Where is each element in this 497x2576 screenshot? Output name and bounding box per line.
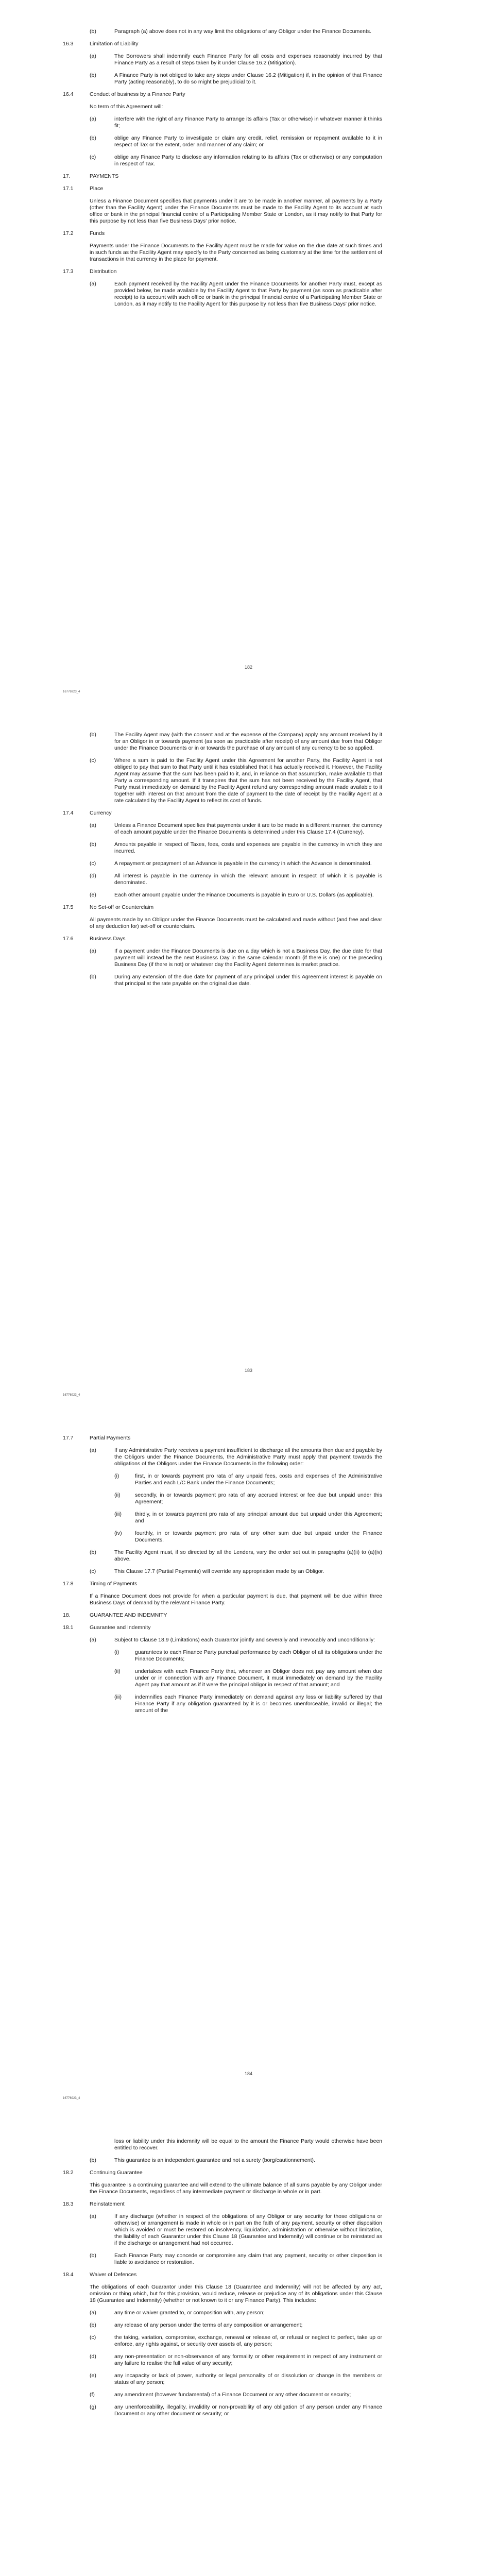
list-item-row (90, 892, 382, 899)
item-text: Each other amount payable under the Finance Documents is payable in Euro or U.S. Dollars (as applicable). (114, 892, 374, 898)
item-label: (b) (90, 2322, 96, 2328)
heading-row (63, 810, 382, 817)
item-label: (b) (90, 72, 96, 78)
item-label: (iv) (114, 1530, 122, 1536)
item-label: (d) (90, 2353, 96, 2360)
list-item (63, 2404, 382, 2417)
list-item-row (114, 1530, 382, 1544)
page-content (63, 1435, 382, 1714)
heading-row (63, 185, 382, 192)
list-item-row (114, 1649, 382, 1663)
item-text: All interest is payable in the currency in which the relevant amount in respect of which it is payable is denominated. (114, 873, 382, 886)
clause-title: Currency (90, 810, 112, 816)
item-text: fourthly, in or towards payment pro rata of any other sum due but unpaid under the Finance Documents. (135, 1530, 382, 1543)
item-label: (c) (90, 154, 96, 160)
clause-block (63, 243, 382, 263)
list-item (63, 732, 382, 752)
list-item (63, 2372, 382, 2386)
clause-heading (63, 1435, 382, 1442)
list-item-row (90, 2252, 382, 2266)
paragraph: Unless a Finance Document specifies that payments under it are to be made in another manner, all payments by a Party (other than the Facility Agent) under the Finance Documents must be made to the Facility Agent to its account at such office or bank in the principal financial centre of a Participating Member State or London, as it may notify to that Party for this purpose by not less than five Business Days' prior notice. (90, 198, 382, 224)
paragraph: Payments under the Finance Documents to the Facility Agent must be made for value on the due date at such times and in such funds as the Facility Agent may specify to the Party concerned as being customary at the time for the settlement of transactions in that currency in the place for payment. (90, 243, 382, 262)
item-text: oblige any Finance Party to disclose any information relating to its affairs (Tax or otherwise) or any computation in respect of Tax. (114, 154, 382, 167)
item-text: A repayment or prepayment of an Advance is payable in the currency in which the Advance is denominated. (114, 860, 372, 867)
item-label: (b) (90, 2252, 96, 2259)
item-text: This guarantee is an independent guarantee and not a surety (borg/cautionnement). (114, 2157, 315, 2163)
heading-row (63, 1624, 382, 1631)
list-item (63, 841, 382, 855)
clause-heading (63, 904, 382, 911)
clause-heading (63, 185, 382, 192)
list-item-row (90, 873, 382, 886)
item-label: (a) (90, 2310, 96, 2316)
item-text: Each payment received by the Facility Agent under the Finance Documents for another Party must, except as provided below, be made available by the Facility Agent to that Party by payment (as soon as practicable after receipt) to its account with such office or bank in the principal financial centre of a Participating Member State or London, as it may notify to the Facility Agent for this purpose by not less than five Business Days' prior notice. (114, 281, 382, 307)
item-text: Where a sum is paid to the Facility Agent under this Agreement for another Party, the Facility Agent is not obliged to pay that sum to that Party until it has established that it has actually received it. However, the Facility Agent may assume that the sum has been paid to it, and, in reliance on that assumption, make available to that Party a corresponding amount. If it transpires that the sum has not been received by the Facility Agent, that Party must immediately on demand by the Facility Agent refund any corresponding amount made available to it together with interest on that amount from the date of payment to the date of receipt by the Facility Agent at a rate calculated by the Facility Agent to reflect its cost of funds. (114, 757, 382, 804)
heading-row (63, 936, 382, 942)
list-item (63, 2213, 382, 2247)
list-item (63, 1568, 382, 1575)
list-item (63, 135, 382, 148)
clause-title: Conduct of business by a Finance Party (90, 91, 185, 97)
item-text: During any extension of the due date for payment of any principal under this Agreement interest is payable on that principal at the rate payable on the original due date. (114, 974, 382, 987)
clause-title: Partial Payments (90, 1435, 131, 1441)
clause-title: Business Days (90, 936, 126, 942)
list-item-row (90, 974, 382, 987)
item-text: oblige any Finance Party to investigate or claim any credit, relief, remission or repayment available to it in respect of Tax or the extent, order and manner of any claim; or (114, 135, 382, 148)
list-item (63, 2322, 382, 2329)
list-item (63, 873, 382, 886)
clause-title: Continuing Guarantee (90, 2170, 143, 2176)
list-item (63, 2392, 382, 2398)
item-text: The Facility Agent may (with the consent and at the expense of the Company) apply any amount received by it for an Obligor in or towards payment (as soon as practicable after receipt) of any amount due from that Obligor under the Finance Documents or in or towards the purchase of any amount of any currency to be so applied. (114, 732, 382, 751)
heading-row (63, 268, 382, 275)
item-text: interfere with the right of any Finance Party to arrange its affairs (Tax or otherwise) in whatever manner it thinks fit; (114, 116, 382, 129)
item-label: (c) (90, 1568, 96, 1574)
clause-title: PAYMENTS (90, 173, 119, 179)
clause-heading (63, 1581, 382, 1587)
item-label: (a) (90, 116, 96, 122)
item-text: Paragraph (a) above does not in any way limit the obligations of any Obligor under the Finance Documents. (114, 28, 372, 35)
paragraph: loss or liability under this indemnity will be equal to the amount the Finance Party would otherwise have been entitled to recover. (114, 2138, 382, 2151)
list-item-row (90, 1637, 382, 1643)
list-item (63, 2252, 382, 2266)
list-item (63, 1492, 382, 1505)
clause-number: 17.3 (63, 268, 74, 275)
clause-title: GUARANTEE AND INDEMNITY (90, 1612, 167, 1618)
list-item-row (90, 822, 382, 836)
list-item (63, 1530, 382, 1544)
list-item-row (90, 841, 382, 855)
list-item (63, 1511, 382, 1524)
clause-number: 18.1 (63, 1624, 74, 1631)
list-item-row (114, 1694, 382, 1714)
list-item-row (90, 2353, 382, 2367)
page (0, 0, 497, 703)
item-label: (a) (90, 948, 96, 954)
list-item-row (90, 2213, 382, 2247)
page-number: 182 (244, 665, 253, 670)
paragraph: This guarantee is a continuing guarantee and will extend to the ultimate balance of all sums payable by any Obligor under the Finance Documents, regardless of any intermediate payment or discharge in whole or in part. (90, 2182, 382, 2195)
list-item (63, 892, 382, 899)
clause-number: 16.3 (63, 41, 74, 47)
item-label: (d) (90, 873, 96, 879)
list-item-row (90, 2372, 382, 2386)
heading-row (63, 2170, 382, 2176)
item-text: any non-presentation or non-observance of any formality or other requirement in respect of any instrument or any failure to realise the full value of any security; (114, 2353, 382, 2366)
clause-block (63, 1593, 382, 1606)
heading-row (63, 173, 382, 180)
clause-heading (63, 268, 382, 275)
list-item (63, 1668, 382, 1688)
item-text: If a payment under the Finance Documents is due on a day which is not a Business Day, the due date for that payment will instead be the next Business Day in the same calendar month (if there is one) or the preceding Business Day (if there is not) or whatever day the Facility Agent determines is market practice. (114, 948, 382, 968)
list-item-row (114, 1668, 382, 1688)
list-item (63, 2353, 382, 2367)
clause-number: 17.4 (63, 810, 74, 816)
item-label: (ii) (114, 1668, 121, 1674)
clause-number: 18.3 (63, 2201, 74, 2207)
item-label: (b) (90, 974, 96, 980)
item-text: undertakes with each Finance Party that, whenever an Obligor does not pay any amount when due under or in connection with any Finance Document, it must immediately on demand by the Facility Agent pay that amount as if it were the principal obligor in respect of that amount; and (135, 1668, 382, 1688)
clause-heading (63, 41, 382, 47)
list-item-row (90, 757, 382, 804)
clause-number: 16.4 (63, 91, 74, 97)
item-label: (iii) (114, 1511, 122, 1517)
list-item-row (90, 53, 382, 66)
item-label: (a) (90, 53, 96, 59)
heading-row (63, 91, 382, 98)
item-text: any amendment (however fundamental) of a Finance Document or any other document or security; (114, 2392, 351, 2398)
list-item-row (90, 2404, 382, 2417)
item-label: (i) (114, 1473, 119, 1479)
clause-block (63, 2284, 382, 2304)
clause-title: Guarantee and Indemnity (90, 1624, 151, 1631)
list-item (63, 72, 382, 86)
clause-title: Reinstatement (90, 2201, 125, 2207)
paragraph: All payments made by an Obligor under the Finance Documents must be calculated and made without (and free and clear of any deduction for) set-off or counterclaim. (90, 917, 382, 929)
paragraph: If a Finance Document does not provide for when a particular payment is due, that payment will be due within three Business Days of demand by the relevant Finance Party. (90, 1593, 382, 1606)
item-label: (a) (90, 281, 96, 287)
item-text: A Finance Party is not obliged to take any steps under Clause 16.2 (Mitigation) if, in the opinion of that Finance Party (acting reasonably), to do so might be prejudicial to it. (114, 72, 382, 85)
item-text: any unenforceability, illegality, invalidity or non-provability of any obligation of any person under any Finance Document or any other document or security; or (114, 2404, 382, 2417)
list-item-row (90, 2157, 382, 2164)
clause-number: 18. (63, 1612, 71, 1618)
page-content (63, 2138, 382, 2417)
list-item (63, 116, 382, 129)
item-label: (b) (90, 135, 96, 141)
item-label: (a) (90, 822, 96, 828)
heading-row (63, 1612, 382, 1619)
item-label: (g) (90, 2404, 96, 2410)
list-item (63, 2334, 382, 2348)
item-text: This Clause 17.7 (Partial Payments) will override any appropriation made by an Obligor. (114, 1568, 324, 1574)
heading-row (63, 1435, 382, 1442)
clause-heading (63, 936, 382, 942)
clause-block (63, 2182, 382, 2195)
list-item (63, 28, 382, 35)
list-item-row (90, 2392, 382, 2398)
clause-number: 17.2 (63, 230, 74, 236)
clause-title: Distribution (90, 268, 117, 275)
clause-title: No Set-off or Counterclaim (90, 904, 154, 910)
list-item-row (114, 1511, 382, 1524)
list-item (63, 2157, 382, 2164)
heading-row (63, 904, 382, 911)
list-item (63, 1637, 382, 1643)
list-item-row (114, 1492, 382, 1505)
page (0, 703, 497, 1406)
clause-number: 17. (63, 173, 71, 179)
list-item (63, 1649, 382, 1663)
item-text: guarantees to each Finance Party punctual performance by each Obligor of all its obligations under the Finance Documents; (135, 1649, 382, 1662)
clause-number: 17.7 (63, 1435, 74, 1441)
clause-number: 17.6 (63, 936, 74, 942)
heading-row (63, 1581, 382, 1587)
footer-reference: 16776923_4 (63, 2097, 80, 2100)
item-label: (b) (90, 1549, 96, 1555)
footer-reference: 16776923_4 (63, 690, 80, 693)
item-text: any release of any person under the terms of any composition or arrangement; (114, 2322, 303, 2328)
item-text: any time or waiver granted to, or composition with, any person; (114, 2310, 265, 2316)
list-item-row (90, 948, 382, 968)
item-label: (b) (90, 2157, 96, 2163)
clause-title: Waiver of Defences (90, 2272, 137, 2278)
item-text: first, in or towards payment pro rata of any unpaid fees, costs and expenses of the Administrative Parties and each L/C Bank under the Finance Documents; (135, 1473, 382, 1486)
item-text: Unless a Finance Document specifies that payments under it are to be made in a different manner, the currency of each amount payable under the Finance Documents is determined under this Clause 17.4 (Currency). (114, 822, 382, 835)
list-item-row (90, 860, 382, 867)
list-item-row (90, 154, 382, 167)
list-item-row (90, 2322, 382, 2329)
item-label: (ii) (114, 1492, 121, 1498)
clause-heading (63, 2201, 382, 2208)
list-item (63, 53, 382, 66)
list-item-row (90, 732, 382, 752)
clause-heading (63, 91, 382, 98)
item-label: (e) (90, 892, 96, 898)
clause-block (63, 2138, 382, 2151)
heading-row (63, 230, 382, 237)
clause-heading (63, 230, 382, 237)
clause-heading (63, 2170, 382, 2176)
page-content (63, 28, 382, 308)
clause-number: 17.1 (63, 185, 74, 192)
item-text: Amounts payable in respect of Taxes, fees, costs and expenses are payable in the currency in which they are incurred. (114, 841, 382, 854)
item-text: The Borrowers shall indemnify each Finance Party for all costs and expenses reasonably incurred by that Finance Party as a result of steps taken by it under Clause 16.2 (Mitigation). (114, 53, 382, 66)
list-item (63, 974, 382, 987)
item-text: thirdly, in or towards payment pro rata of any principal amount due but unpaid under this Agreement; and (135, 1511, 382, 1524)
list-item (63, 757, 382, 804)
item-text: secondly, in or towards payment pro rata of any accrued interest or fee due but unpaid under this Agreement; (135, 1492, 382, 1505)
item-text: If any Administrative Party receives a payment insufficient to discharge all the amounts then due and payable by the Obligors under the Finance Documents, the Administrative Party must apply that payment towards the obligations of the Obligors under the Finance Documents in the following order: (114, 1447, 382, 1467)
page-content (63, 732, 382, 987)
item-label: (b) (90, 28, 96, 35)
item-text: Each Finance Party may concede or compromise any claim that any payment, security or other disposition is liable to avoidance or restoration. (114, 2252, 382, 2265)
clause-heading (63, 1624, 382, 1631)
list-item (63, 860, 382, 867)
clause-title: Place (90, 185, 104, 192)
list-item-row (90, 1568, 382, 1575)
clause-title: Funds (90, 230, 105, 236)
item-text: any incapacity or lack of power, authority or legal personality of or dissolution or change in the members or status of any person; (114, 2372, 382, 2385)
item-label: (a) (90, 1637, 96, 1643)
list-item (63, 1473, 382, 1486)
clause-number: 17.5 (63, 904, 74, 910)
paragraph: The obligations of each Guarantor under this Clause 18 (Guarantee and Indemnity) will not be affected by any act, omission or thing which, but for this provision, would reduce, release or prejudice any of its obligations under this Clause 18 (Guarantee and Indemnity) (whether or not known to it or any Finance Party). This includes: (90, 2284, 382, 2303)
heading-row (63, 41, 382, 47)
list-item-row (90, 1447, 382, 1467)
item-label: (c) (90, 860, 96, 867)
item-text: If any discharge (whether in respect of the obligations of any Obligor or any security for those obligations or otherwise) or arrangement is made in whole or in part on the faith of any payment, security or other disposition which is avoided or must be restored on insolvency, liquidation, administration or otherwise without limitation, the liability of each Guarantor under this Clause 18 (Guarantee and Indemnity) will continue or be reinstated as if the discharge or arrangement had not occurred. (114, 2213, 382, 2246)
clause-number: 18.2 (63, 2170, 74, 2176)
paragraph: No term of this Agreement will: (90, 104, 163, 110)
list-item-row (90, 116, 382, 129)
clause-heading (63, 2272, 382, 2278)
list-item (63, 281, 382, 308)
item-label: (a) (90, 1447, 96, 1453)
page-number: 183 (244, 1368, 253, 1373)
list-item-row (90, 72, 382, 86)
heading-row (63, 2201, 382, 2208)
list-item-row (90, 2310, 382, 2316)
list-item (63, 1549, 382, 1563)
item-text: The Facility Agent must, if so directed by all the Lenders, vary the order set out in paragraphs (a)(ii) to (a)(iv) above. (114, 1549, 382, 1562)
clause-number: 17.8 (63, 1581, 74, 1587)
item-label: (e) (90, 2372, 96, 2379)
list-item (63, 822, 382, 836)
item-label: (c) (90, 757, 96, 764)
list-item (63, 1694, 382, 1714)
page (0, 2110, 497, 2576)
item-text: Subject to Clause 18.9 (Limitations) each Guarantor jointly and severally and irrevocably and unconditionally: (114, 1637, 375, 1643)
list-item-row (114, 1473, 382, 1486)
list-item-row (90, 281, 382, 308)
clause-heading (63, 173, 382, 180)
item-text: the taking, variation, compromise, exchange, renewal or release of, or refusal or neglect to perfect, take up or enforce, any rights against, or security over assets of, any person; (114, 2334, 382, 2347)
page (0, 1406, 497, 2110)
item-label: (b) (90, 841, 96, 848)
item-label: (a) (90, 2213, 96, 2219)
page-number: 184 (244, 2071, 253, 2076)
list-item (63, 948, 382, 968)
list-item (63, 154, 382, 167)
footer-reference: 16776923_4 (63, 1394, 80, 1397)
clause-number: 18.4 (63, 2272, 74, 2278)
list-item-row (90, 2334, 382, 2348)
heading-row (63, 2272, 382, 2278)
clause-block (63, 917, 382, 930)
item-label: (i) (114, 1649, 119, 1655)
item-label: (b) (90, 732, 96, 738)
item-label: (c) (90, 2334, 96, 2341)
clause-title: Limitation of Liability (90, 41, 139, 47)
item-label: (f) (90, 2392, 95, 2398)
clause-block (63, 198, 382, 225)
list-item-row (90, 135, 382, 148)
item-label: (iii) (114, 1694, 122, 1700)
clause-block (63, 104, 382, 110)
item-text: indemnifies each Finance Party immediately on demand against any loss or liability suffered by that Finance Party if any obligation guaranteed by it is or becomes unenforceable, invalid or illegal; the amount of the (135, 1694, 382, 1714)
clause-heading (63, 1612, 382, 1619)
list-item (63, 1447, 382, 1467)
clause-title: Timing of Payments (90, 1581, 138, 1587)
list-item (63, 2310, 382, 2316)
list-item-row (90, 1549, 382, 1563)
list-item-row (90, 28, 382, 35)
clause-heading (63, 810, 382, 817)
